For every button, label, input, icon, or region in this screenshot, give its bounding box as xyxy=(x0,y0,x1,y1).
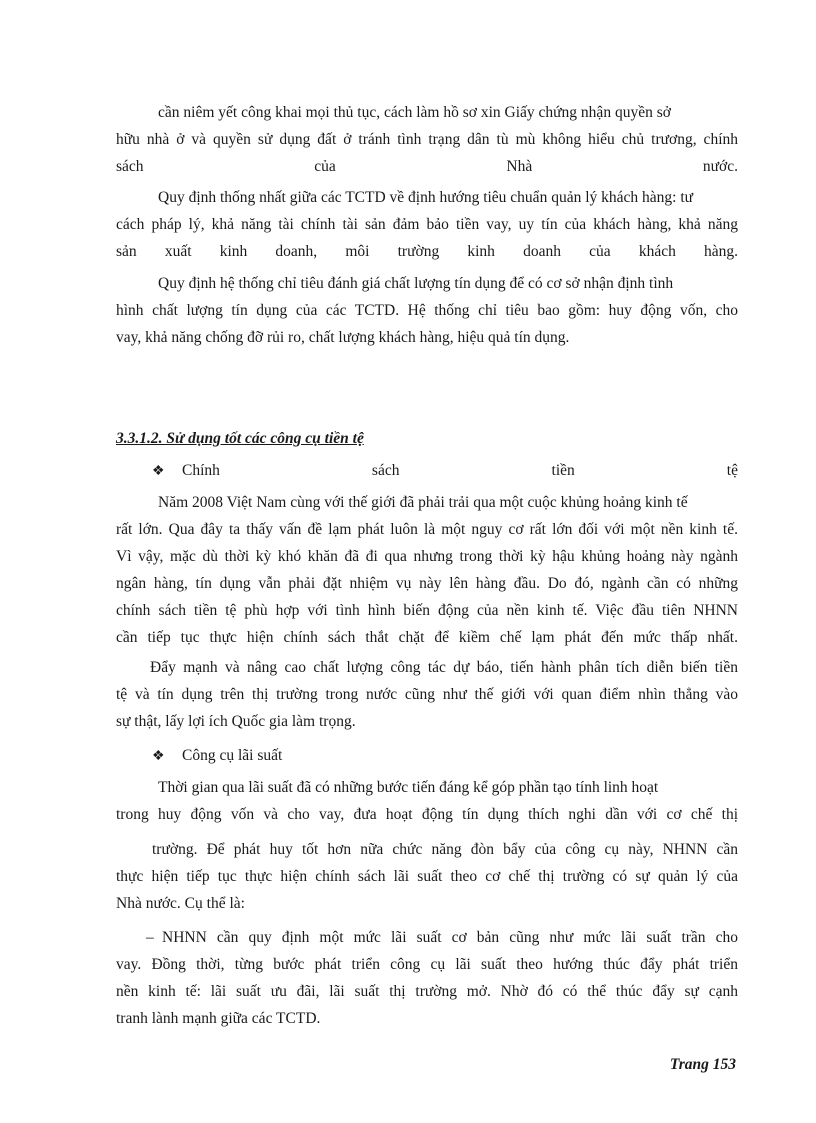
text-line: tệ và tín dụng trên thị trường trong nước cũng như thế giới với quan điểm nhìn thẳng vào xyxy=(116,686,738,703)
text-line: cách pháp lý, khả năng tài chính tài sản đảm bảo tiền vay, uy tín của khách hàng, khả năng xyxy=(116,216,738,233)
text-line: cần niêm yết công khai mọi thủ tục, cách làm hồ sơ xin Giấy chứng nhận quyền sở xyxy=(158,104,671,121)
bullet-text: Chính sách tiền tệ xyxy=(182,462,738,479)
text-line: Đẩy mạnh và nâng cao chất lượng công tác dự báo, tiến hành phân tích diễn biến tiền xyxy=(150,659,738,676)
text-line: Nhà nước. Cụ thể là: xyxy=(116,895,245,912)
bullet-item xyxy=(152,462,738,480)
text-line: chính sách tiền tệ phù hợp với tình hình biến động của nền kinh tế. Việc đầu tiên NHNN xyxy=(116,602,738,619)
text-line: tranh lành mạnh giữa các TCTD. xyxy=(116,1010,321,1027)
bullet-text: Công cụ lãi suất xyxy=(182,747,283,764)
text-line: sách của Nhà nước. xyxy=(116,158,738,175)
text-line: cần tiếp tục thực hiện chính sách thắt chặt để kiềm chế lạm phát đến mức thấp nhất. xyxy=(116,629,738,646)
text-line: trường. Để phát huy tốt hơn nữa chức năng đòn bẩy của công cụ này, NHNN cần xyxy=(152,841,738,858)
text-line: Vì vậy, mặc dù thời kỳ khó khăn đã đi qua nhưng trong thời kỳ hậu khủng hoảng này ngành xyxy=(116,548,738,565)
text-line: nền kinh tế: lãi suất ưu đãi, lãi suất thị trường mở. Nhờ đó có thể thúc đẩy sự cạnh xyxy=(116,983,738,1000)
text-line: sản xuất kinh doanh, môi trường kinh doanh của khách hàng. xyxy=(116,243,738,260)
text-line: trong huy động vốn và cho vay, đưa hoạt động tín dụng thích nghi dần với cơ chế thị xyxy=(116,806,738,823)
text-line: hữu nhà ở và quyền sử dụng đất ở tránh tình trạng dân tù mù không hiểu chủ trương, chính xyxy=(116,131,738,148)
text-line: vay. Đồng thời, từng bước phát triển công cụ lãi suất theo hướng thúc đẩy phát triển xyxy=(116,956,738,973)
text-line: hình chất lượng tín dụng của các TCTD. Hệ thống chỉ tiêu bao gồm: huy động vốn, cho xyxy=(116,302,738,319)
text-line: sự thật, lấy lợi ích Quốc gia làm trọng. xyxy=(116,713,356,730)
text-line: vay, khả năng chống đỡ rủi ro, chất lượng khách hàng, hiệu quả tín dụng. xyxy=(116,329,570,346)
text-line: Thời gian qua lãi suất đã có những bước tiến đáng kể góp phần tạo tính linh hoạt xyxy=(158,779,659,796)
text-line: Quy định hệ thống chỉ tiêu đánh giá chất lượng tín dụng để có cơ sở nhận định tình xyxy=(158,275,674,292)
text-line: Năm 2008 Việt Nam cùng với thế giới đã phải trải qua một cuộc khủng hoảng kinh tế xyxy=(158,494,688,511)
page-number: Trang 153 xyxy=(669,1056,736,1073)
diamond-bullet-icon: ❖ xyxy=(152,749,165,764)
text-line: Quy định thống nhất giữa các TCTD về định hướng tiêu chuẩn quản lý khách hàng: tư xyxy=(158,189,694,206)
section-heading: 3.3.1.2. Sử dụng tốt các công cụ tiền tệ xyxy=(116,430,364,447)
dash-bullet: – xyxy=(146,929,154,946)
diamond-bullet-icon: ❖ xyxy=(152,464,165,479)
bullet-item xyxy=(152,747,282,765)
text-line: ngân hàng, tín dụng vẫn phải đặt nhiệm vụ này lên hàng đầu. Do đó, ngành cần có những xyxy=(116,575,738,592)
text-line: rất lớn. Qua đây ta thấy vấn đề lạm phát luôn là một nguy cơ rất lớn đối với một nền kinh tế. xyxy=(116,521,738,538)
text-line: thực hiện tiếp tục thực hiện chính sách lãi suất theo cơ chế thị trường có sự quản lý của xyxy=(116,868,738,885)
text-line: NHNN cần quy định một mức lãi suất cơ bản cũng như mức lãi suất trần cho xyxy=(162,929,738,946)
